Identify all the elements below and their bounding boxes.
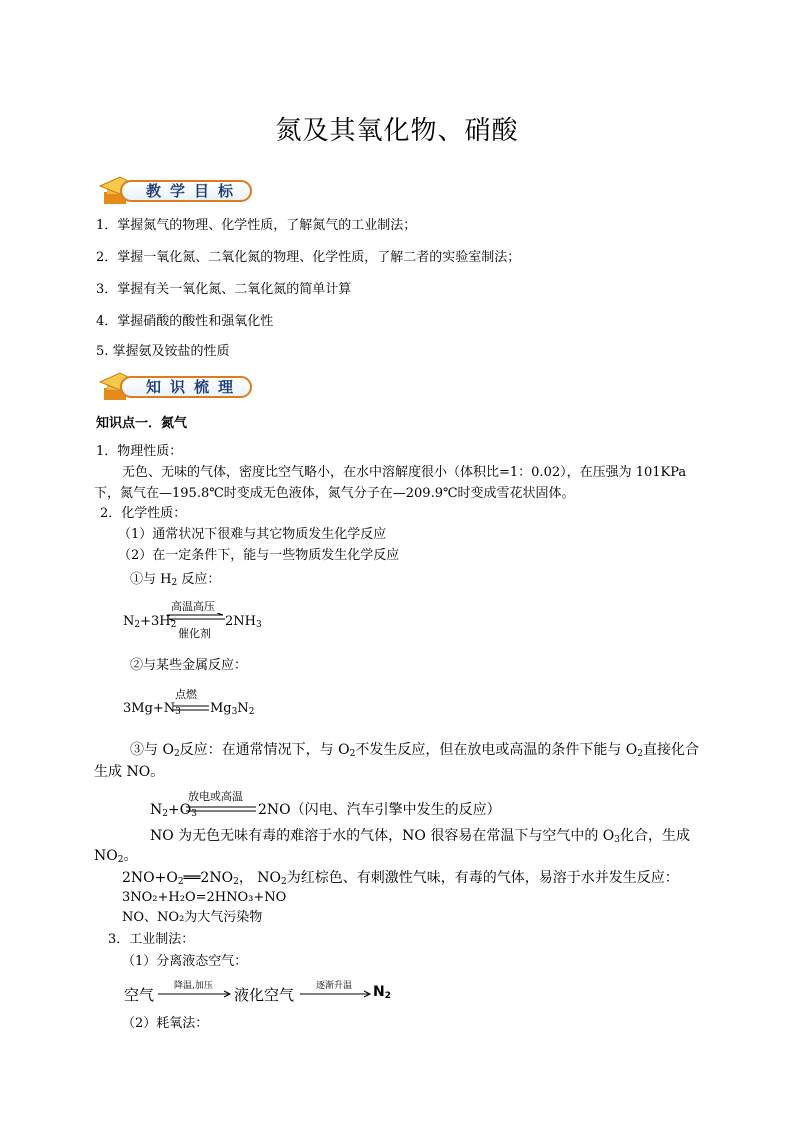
no2-description-line: $2NO+O_2══2NO_2$， $NO_2$为红棕色、有刺激性气味，有毒的气体，易溶于水并发生反应：	[122, 870, 679, 887]
condition-above: 高温高压	[171, 600, 215, 613]
equilibrium-arrow-icon	[167, 613, 225, 621]
physical-properties-line-1: 无色、无味的气体，密度比空气略小，在水中溶解度很小（体积比=1：0.02），在压强为 101KPa	[122, 465, 687, 480]
equation-n2-h2: $N_2+3H_2$ 高温高压 催化剂 $2NH_3$	[123, 600, 262, 640]
goal-3: 3．掌握有关一氧化氮、二氧化氮的简单计算	[96, 282, 352, 297]
equals-sign-icon	[173, 705, 209, 711]
condition-above: 降温,加压	[174, 981, 213, 991]
condition-above: 放电或高温	[188, 790, 243, 803]
banner-knowledge-review	[98, 370, 258, 404]
knowledge-point-1-title: 知识点一．氮气	[96, 416, 188, 431]
no-description-line-2: $NO_2$。	[94, 848, 138, 865]
condition-below: 催化剂	[178, 627, 211, 640]
page-title: 氮及其氧化物、硝酸	[275, 116, 519, 146]
reaction-with-h2-heading: ①与 $H_2$ 反应：	[130, 572, 221, 588]
chemical-property-1: （1）通常状况下很难与其它物质发生化学反应	[118, 527, 387, 542]
chemical-properties-heading: 2．化学性质：	[100, 506, 187, 521]
reaction-with-o2-line-1: ③与 $O_2$反应：在通常情况下，与 $O_2$不发生反应，但在放电或高温的条件下能与 $O_2$直接化合	[130, 742, 700, 759]
goal-2: 2．掌握一氧化氮、二氧化氮的物理、化学性质，了解二者的实验室制法；	[96, 250, 521, 265]
banner-teaching-goals-label: 教学目标	[146, 182, 243, 200]
physical-properties-heading: 1．物理性质：	[96, 444, 183, 459]
equation-mg-n2: 点燃 $3Mg+N_3$ $Mg_3N_2$	[123, 688, 255, 717]
reaction-with-o2-line-2: 生成 NO。	[94, 764, 165, 780]
equals-sign-icon	[186, 806, 256, 812]
condition-above: 逐渐升温	[316, 981, 353, 991]
banner-knowledge-review-label: 知识梳理	[146, 378, 243, 396]
physical-properties-line-2: 下，氮气在—195.8℃时变成无色液体，氮气分子在—209.9℃时变成雪花状固体。	[94, 486, 575, 501]
industrial-method-1: （1）分离液态空气：	[122, 954, 248, 969]
arrow-right-icon	[300, 990, 372, 998]
reaction-with-metal-heading: ②与某些金属反应：	[130, 658, 248, 673]
goal-1: 1．掌握氮气的物理、化学性质，了解氮气的工业制法；	[96, 218, 417, 233]
banner-teaching-goals	[98, 174, 258, 208]
equation-liquid-air: 空气 降温,加压 液化空气 逐渐升温 $N_2$	[124, 978, 414, 1008]
no-description-line-1: NO 为无色无味有毒的难溶于水的气体，NO 很容易在常温下与空气中的 $O_3$化合，生成	[150, 828, 691, 845]
equation-n2-o2: 放电或高温 $N_2+O_3$ 2NO（闪电、汽车引擎中发生的反应）	[150, 790, 501, 819]
goal-5: 5. 掌握氨及铵盐的性质	[96, 344, 230, 359]
condition-above: 点燃	[175, 688, 197, 701]
industrial-method-heading: 3．工业制法：	[108, 932, 195, 947]
equation-no2-water: 3NO₂+H₂O=2HNO₃+NO	[122, 890, 287, 905]
chemical-property-2: （2）在一定条件下，能与一些物质发生化学反应	[118, 548, 400, 563]
goal-4: 4．掌握硝酸的酸性和强氧化性	[96, 314, 274, 329]
industrial-method-2: （2）耗氧法：	[122, 1016, 209, 1031]
pollutant-note: NO、NO₂为大气污染物	[122, 910, 263, 925]
arrow-right-icon	[158, 990, 232, 998]
